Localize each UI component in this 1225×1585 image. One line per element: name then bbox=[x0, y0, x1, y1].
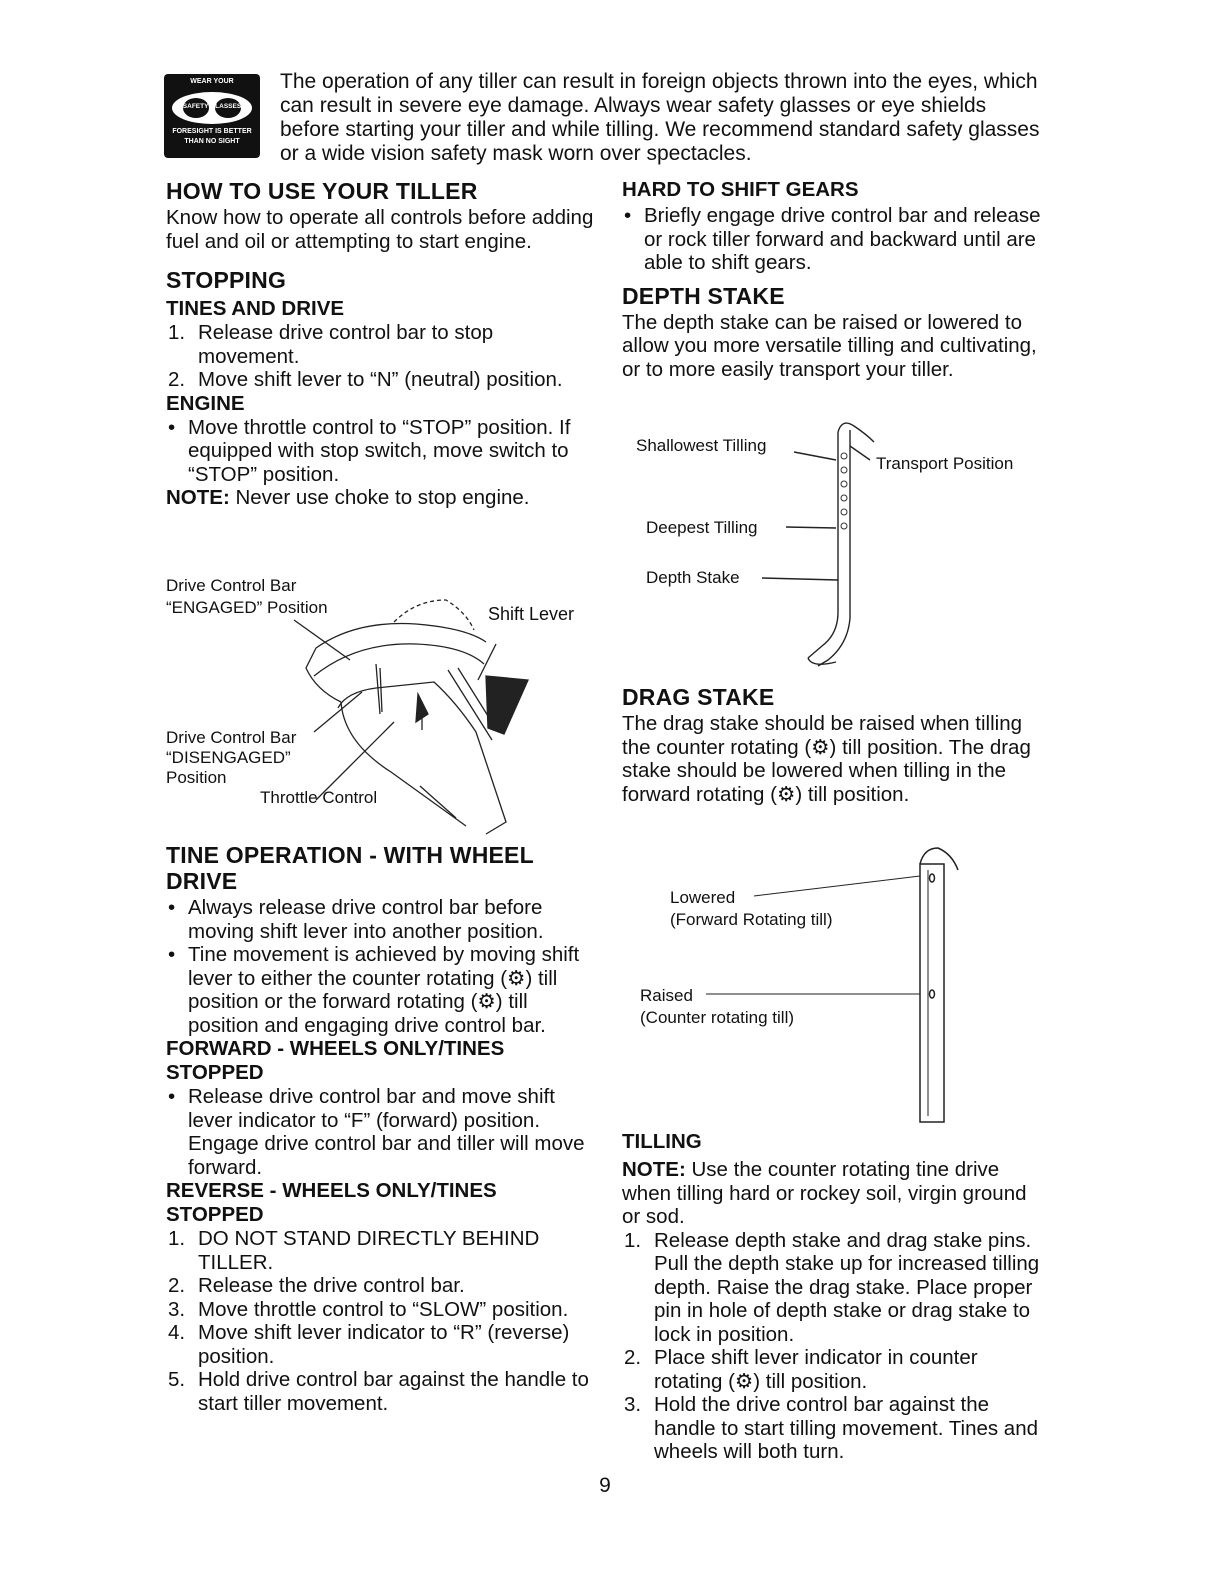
shallowest-label: Shallowest Tilling bbox=[636, 436, 767, 455]
list-item: 1. Release depth stake and drag stake pins. Pull the depth stake up for increased tilling depth. Raise the drag stake. Place proper pin in hole of depth stake or drag stake to lock in position. bbox=[624, 1228, 1040, 1346]
tines-drive-steps bbox=[166, 321, 596, 392]
tines-drive-title: TINES AND DRIVE bbox=[166, 297, 345, 320]
left-column-top bbox=[166, 178, 596, 510]
engine-title: ENGINE bbox=[166, 391, 245, 415]
drag-stake-text: The drag stake should be raised when tilling the counter rotating (⚙) till position. The drag stake should be lowered when tilling in the forward rotating (⚙) till position. bbox=[622, 712, 1031, 806]
deepest-label: Deepest Tilling bbox=[646, 518, 758, 537]
raised-label: Raised bbox=[640, 986, 693, 1005]
forward-title: FORWARD - WHEELS ONLY/TINES STOPPED bbox=[166, 1037, 505, 1084]
stopping-title: STOPPING bbox=[166, 267, 287, 293]
safety-warning-text: The operation of any tiller can result in foreign objects thrown into the eyes, which can result in severe eye damage. Always wear safety glasses or eye shields before starting your tiller and while tilling. We recommend standard safety glasses or a wide vision safety mask worn over spectacles. bbox=[280, 70, 1040, 165]
engaged-label-2: “ENGAGED” Position bbox=[166, 598, 328, 617]
list-item: • Move throttle control to “STOP” position. If equipped with stop switch, move switch to “STOP” position. bbox=[166, 416, 596, 487]
disengaged-label-2: “DISENGAGED” bbox=[166, 748, 291, 767]
left-column-bottom bbox=[166, 842, 598, 1415]
safety-glasses-icon bbox=[164, 74, 260, 158]
throttle-label: Throttle Control bbox=[260, 788, 378, 807]
icon-text-line1: WEAR YOUR bbox=[190, 78, 234, 85]
disengaged-label-3: Position bbox=[166, 768, 227, 787]
icon-text-line3: FORESIGHT IS BETTER bbox=[172, 128, 252, 135]
hard-to-shift-bullets bbox=[622, 204, 1050, 275]
right-column-top bbox=[622, 178, 1050, 381]
shift-lever-label: Shift Lever bbox=[488, 604, 575, 624]
how-to-use-text: Know how to operate all controls before adding fuel and oil or attempting to start engine. bbox=[166, 206, 594, 253]
icon-text-line4: THAN NO SIGHT bbox=[184, 138, 240, 145]
hard-to-shift-title: HARD TO SHIFT GEARS bbox=[622, 178, 859, 201]
depth-stake-title: DEPTH STAKE bbox=[622, 282, 785, 309]
list-item: • Tine movement is achieved by moving shift lever to either the counter rotating (⚙) till position or the forward rotating (⚙) till position and engaging drive control bar. bbox=[166, 943, 598, 1037]
reverse-title: REVERSE - WHEELS ONLY/TINES STOPPED bbox=[166, 1179, 497, 1226]
engine-bullets bbox=[166, 416, 596, 487]
tilling-section bbox=[622, 1130, 1050, 1464]
list-item: 2. Place shift lever indicator in counter rotating (⚙) till position. bbox=[624, 1346, 978, 1393]
reverse-steps bbox=[166, 1227, 598, 1415]
drag-stake-section bbox=[622, 684, 1050, 806]
list-item: • Release drive control bar and move shift lever indicator to “F” (forward) position. Engage drive control bar and tiller will move forward. bbox=[166, 1085, 598, 1179]
list-item: 2. Release the drive control bar. bbox=[168, 1274, 465, 1297]
depth-stake-label: Depth Stake bbox=[646, 568, 740, 587]
tilling-steps bbox=[622, 1229, 1050, 1464]
transport-label: Transport Position bbox=[876, 454, 1014, 473]
page-number: 9 bbox=[599, 1474, 611, 1497]
tine-operation-bullets bbox=[166, 896, 598, 1037]
how-to-use-title: HOW TO USE YOUR TILLER bbox=[166, 178, 478, 204]
glasses-icon bbox=[164, 74, 260, 158]
list-item: 2. Move shift lever to “N” (neutral) position. bbox=[168, 368, 563, 391]
list-item: • Always release drive control bar before moving shift lever into another position. bbox=[166, 896, 598, 943]
list-item: 3. Move throttle control to “SLOW” position. bbox=[168, 1297, 569, 1321]
drag-stake-title: DRAG STAKE bbox=[622, 684, 775, 710]
tilling-note: NOTE: Use the counter rotating tine drive when tilling hard or rockey soil, virgin ground or sod. bbox=[622, 1158, 1027, 1228]
icon-text-line2: SAFETY GLASSES bbox=[182, 103, 242, 110]
drag-stake-drawing bbox=[622, 840, 1052, 1130]
forward-bullets bbox=[166, 1085, 598, 1179]
tiller-handle-figure bbox=[166, 572, 596, 842]
lowered-sub-label: (Forward Rotating till) bbox=[670, 910, 833, 929]
list-item: 1. DO NOT STAND DIRECTLY BEHIND TILLER. bbox=[168, 1227, 540, 1274]
depth-stake-drawing bbox=[622, 412, 1052, 674]
list-item: 5. Hold drive control bar against the handle to start tiller movement. bbox=[168, 1368, 589, 1415]
list-item: • Briefly engage drive control bar and release or rock tiller forward and backward until are able to shift gears. bbox=[622, 204, 1050, 275]
list-item: 3. Hold the drive control bar against the handle to start tilling movement. Tines and wheels will both turn. bbox=[624, 1393, 1039, 1463]
lowered-label: Lowered bbox=[670, 888, 736, 907]
engaged-label-1: Drive Control Bar bbox=[166, 576, 297, 595]
depth-stake-text: The depth stake can be raised or lowered to allow you more versatile tilling and cultivating, or to more easily transport your tiller. bbox=[622, 310, 1037, 381]
tilling-title: TILLING bbox=[622, 1130, 702, 1153]
raised-sub-label: (Counter rotating till) bbox=[640, 1008, 795, 1027]
engine-note: NOTE: Never use choke to stop engine. bbox=[166, 486, 530, 509]
drag-stake-figure bbox=[622, 840, 1052, 1130]
tine-operation-title: TINE OPERATION - WITH WHEEL DRIVE bbox=[166, 842, 534, 894]
list-item: 1. Release drive control bar to stop movement. bbox=[168, 321, 494, 368]
tiller-handle-drawing bbox=[166, 572, 596, 842]
disengaged-label-1: Drive Control Bar bbox=[166, 728, 297, 747]
depth-stake-figure bbox=[622, 412, 1052, 674]
list-item: 4. Move shift lever indicator to “R” (reverse) position. bbox=[168, 1321, 570, 1368]
